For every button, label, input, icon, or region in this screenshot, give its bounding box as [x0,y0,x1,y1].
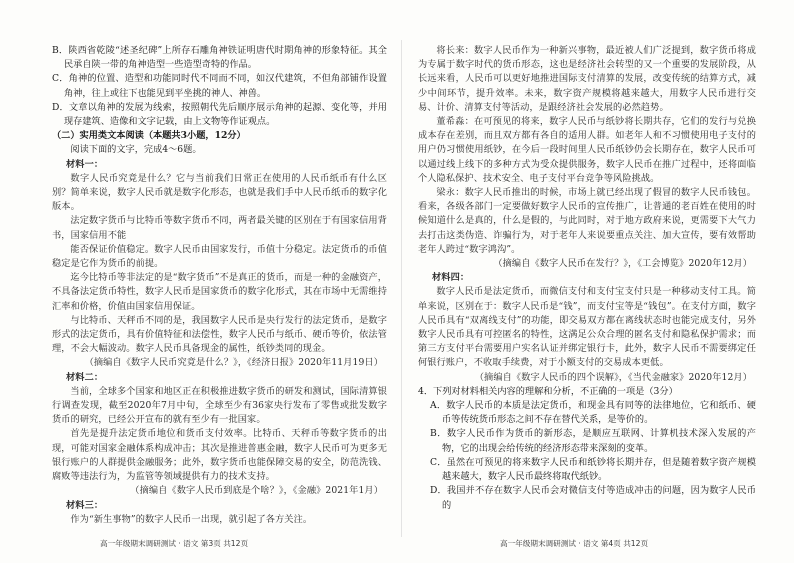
left-paragraph-m1p1: 数字人民币究竟是什么？它与当前我们日常正在使用的人民币纸币有什么区别？简单来说，数字人民币就是数字化形态，也就是我们手中人民币纸币的数字化版本。 [52,172,387,213]
left-page [52,44,387,534]
left-paragraph-m2p1: 当前，全球多个国家和地区正在积极推进数字货币的研发和测试，国际清算银行调查发现，截至2020年7月中旬，全球至少有36家央行发布了零售或批发数字货币的研究，已经公开宣布的就有至少有一批国家。 [52,385,387,426]
left-paragraph-optD: D．文章以角神的发展为线索，按照朝代先后顺序展示角神的起源、变化等，并用现存建筑、造像和文字记载，由上文物等作证观点。 [52,101,387,128]
page-footer-right: 高一年级期末调研测试 · 语文 第4页 共12页 [500,539,649,548]
left-paragraph-optC: C．角神的位置、造型和功能同时代不同而不同，如汉代建筑，不但角部铺作设置角神，往上或往下也能见到平坐挑的神人、神兽。 [52,73,387,99]
page-divider [401,40,402,537]
left-paragraph-m1p4: 迄今比特币等非法定的是“数字货币”不是真正的货币，而是一种的金融资产，不具备法定货币特性，数字人民币是国家货币的数字化形式，其在市场中无需维持汇率和价格，价值由国家信用保证。 [52,272,387,312]
left-paragraph-m1p3: 能否保证价值稳定。数字人民币由国家发行，币值十分稳定。法定货币的币值稳定是它作为货币的前提。 [52,243,387,270]
left-paragraph-m3: 材料三： [66,499,104,511]
left-paragraph-sec2: （二）实用类文本阅读（本题共3小题，12分） [52,130,246,142]
left-paragraph-m3p1: 作为“新生事物”的数字人民币一出现，就引起了各方关注。 [70,513,313,525]
right-paragraph-r3src: （摘编自《数字人民币在发行？》，《工会博览》2020年12月） [493,258,752,270]
right-paragraph-q4B: B．数字人民币作为货币的新形态，是顺应互联网、计算机技术深入发展的产物，它的出现会给传统的经济形态带来深刻的变革。 [430,428,756,454]
left-paragraph-m1p5: 与比特币、天秤币不同的是，我国数字人民币是央行发行的法定货币，是数字形式的法定货币，具有价值特征和法偿性，数字人民币与纸币、硬币等价，依法管理，不会大幅波动。数字人民币具备现金的属性，纸钞类同的现金。 [52,314,387,355]
left-paragraph-m1: 材料一： [66,158,104,170]
right-page [418,44,756,534]
right-paragraph-r1: 将长来：数字人民币作为一种新兴事物，最近被人们广泛提到，数字货币将成为专属于数字时代的货币形态，这也是经济社会转型的又一个重要的发展阶段，从长远来看，人民币可以更好地推进国际支付清算的发展，改变传统的结算方式，减少中间环节，提升效率。未来，数字资产规模将越来越大，用数字人民币进行交易、计价、清算支付等活动，是跟经济社会发展的必然趋势。 [418,45,756,113]
right-paragraph-r4: 数字人民币是法定货币，而微信支付和支付宝支付只是一种移动支付工具。简单来说，区别在于：数字人民币是“钱”，而支付宝等是“钱包”。在支付方面，数字人民币具有“双离线支付”的功能，即交易双方都在离线状态时也能完成支付，另外数字人民币具有可控匿名的特性，这满足公众合理的匿名支付和隐私保护需求；而第三方支付平台需要用户实名认证并绑定银行卡，此外，数字人民币不需要绑定任何银行账户，不收取手续费，对于小额支付的交易成本更低。 [418,286,756,369]
left-paragraph-m2src: （摘编自《数字人民币到底是个啥？》，《金融》2021年1月） [130,485,383,497]
left-paragraph-m2: 材料二： [66,371,104,383]
right-paragraph-q4C: C．虽然在可预见的将来数字人民币和纸钞将长期并存，但是随着数字资产规模越来越大，数字人民币最终将取代纸钞。 [430,456,756,483]
page-footer-left: 高一年级期末调研测试 · 语文 第3页 共12页 [100,539,249,548]
right-paragraph-q4A: A．数字人民币的本质是法定货币，和现金具有同等的法律地位，它和纸币、硬币等传统货币形态之间不存在替代关系，是等价的。 [430,400,756,426]
left-paragraph-m1p2: 法定数字货币与比特币等数字货币不同，两者最关键的区别在于有国家信用背书，国家信用不能 [52,215,387,241]
right-paragraph-m4: 材料四： [432,272,470,284]
right-paragraph-r2: 董希淼：在可预见的将来，数字人民币与纸钞将长期共存，它们的发行与兑换成本存在差别，而且双方都有各自的适用人群。如老年人和不习惯使用电子支付的用户仍习惯使用纸钞，在今后一段时间里人民币纸钞仍会长期存在，数字人民币可以通过线上线下的多种方式为受众提供服务，数字人民币在推广过程中，还将面临个人隐私保护、技术安全、电子支付平台竞争等风险挑战。 [418,116,756,184]
left-paragraph-m2p2: 首先是提升法定货币地位和货币支付效率。比特币、天秤币等数字货币的出现，可能对国家金融体系构成冲击；其次是推进普惠金融，数字人民币可为更多无银行账户的人群提供金融服务；此外，数字货币也能保障交易的安全，防范洗钱、腐败等违法行为，为监管等领域提供有力的技术支持。 [52,428,387,483]
left-paragraph-optB: B．陕西省乾陵“述圣纪碑”上所存石雕角神铁证明唐代时期角神的形象特征。其全民承自陕一带的角神造型一些造型奇特的作品。 [52,45,387,71]
left-paragraph-m1src: （摘编自《数字人民币究竟是什么？》，《经济日报》2020年11月19日） [84,357,383,369]
right-paragraph-q4: 4．下列对材料相关内容的理解和分析，不正确的一项是（3分） [418,385,678,397]
left-paragraph-intro: 阅读下面的文字，完成4～6题。 [70,144,202,156]
right-paragraph-r3: 梁永：数字人民币推出的时候，市场上就已经出现了假冒的数字人民币钱包。看来，各级各部门一定要做好数字人民币的宣传推广，让普通的老百姓在使用的时候知道什么是真的，什么是假的，与此同时，对于地方政府来说，更需要下大气力去打击这类伪造、诈骗行为，对于老年人来说要重点关注、加大宣传，要有效帮助老年人跨过“数字鸿沟”。 [418,187,756,255]
right-paragraph-q4D: D．我国并不存在数字人民币会对微信支付等造成冲击的问题，因为数字人民币的 [430,485,756,511]
right-paragraph-r4src: （摘编自《数字人民币的四个误解》，《当代金融家》2020年12月） [474,371,752,383]
